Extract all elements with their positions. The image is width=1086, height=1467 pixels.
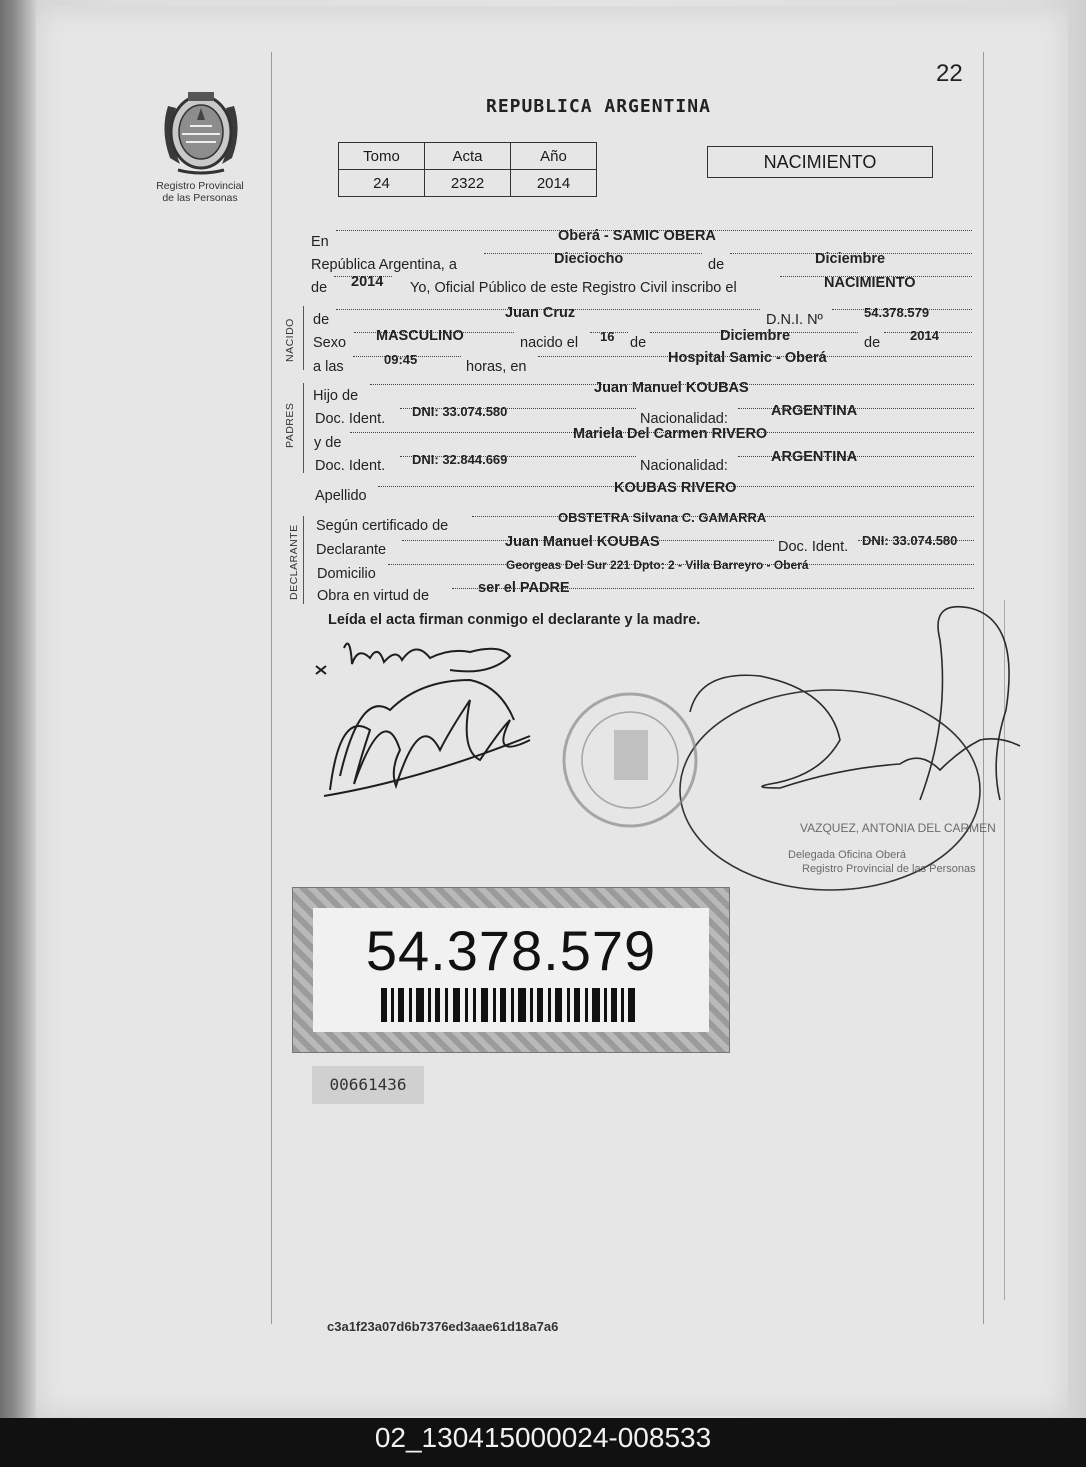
label-de-mid: de xyxy=(708,257,725,273)
label-horas-en: horas, en xyxy=(466,359,527,375)
header-acta: Acta xyxy=(425,143,511,170)
label-a-las: a las xyxy=(313,359,344,375)
label-obra: Obra en virtud de xyxy=(317,588,430,604)
stamp-official-name: VAZQUEZ, ANTONIA DEL CARMEN xyxy=(800,821,996,835)
label-nacionalidad-2: Nacionalidad: xyxy=(640,458,728,474)
label-y-de: y de xyxy=(314,435,342,451)
value-anio: 2014 xyxy=(351,274,384,290)
value-certificado: OBSTETRA Silvana C. GAMARRA xyxy=(558,510,767,525)
seal-caption-line1: Registro Provincial xyxy=(156,180,244,192)
value-acta: 2322 xyxy=(425,170,511,197)
act-type-box: NACIMIENTO xyxy=(707,146,933,178)
value-lugar: Oberá - SAMIC OBERA xyxy=(558,228,716,244)
side-divider xyxy=(303,516,304,604)
closing-statement: Leída el acta firman conmigo el declarante y la madre. xyxy=(328,612,701,628)
value-inscribo: NACIMIENTO xyxy=(824,275,916,291)
label-hijo-de: Hijo de xyxy=(313,388,359,404)
label-doc-ident-1: Doc. Ident. xyxy=(315,411,386,427)
label-en: En xyxy=(311,234,329,250)
value-dia-letras: Dieciocho xyxy=(554,251,624,267)
label-doc-ident-3: Doc. Ident. xyxy=(778,539,849,555)
side-divider xyxy=(303,383,304,473)
provincial-seal-icon xyxy=(156,86,246,176)
value-apellido: KOUBAS RIVERO xyxy=(614,480,737,496)
side-divider xyxy=(303,306,304,370)
label-de-name: de xyxy=(313,312,330,328)
control-number: 00661436 xyxy=(312,1066,424,1104)
label-de-start: de xyxy=(311,280,328,296)
dni-sticker xyxy=(292,887,730,1053)
left-margin-line xyxy=(271,52,272,1324)
value-nombre: Juan Cruz xyxy=(505,305,576,321)
value-padre: Juan Manuel KOUBAS xyxy=(594,380,749,396)
label-declarante: Declarante xyxy=(316,542,387,558)
dni-sticker-inner xyxy=(313,908,709,1032)
value-sexo: MASCULINO xyxy=(376,328,464,344)
label-sexo: Sexo xyxy=(313,335,347,351)
value-obra: ser el PADRE xyxy=(478,580,570,596)
value-madre-nac: ARGENTINA xyxy=(771,449,858,465)
tomo-acta-table xyxy=(338,142,597,197)
seal-caption xyxy=(140,180,260,204)
side-label-nacido: NACIDO xyxy=(284,318,296,362)
value-hora: 09:45 xyxy=(384,352,418,367)
side-label-declarante: DECLARANTE xyxy=(288,524,300,600)
value-anio: 2014 xyxy=(511,170,597,197)
value-madre-dni: DNI: 32.844.669 xyxy=(412,452,508,467)
document-hash: c3a1f23a07d6b7376ed3aae61d18a7a6 xyxy=(327,1319,559,1334)
stamp-official-line3: Registro Provincial de las Personas xyxy=(802,863,976,875)
value-dia-nac: 16 xyxy=(600,329,615,344)
dni-sticker-number: 54.378.579 xyxy=(365,919,657,982)
header-tomo: Tomo xyxy=(339,143,425,170)
document-title: REPUBLICA ARGENTINA xyxy=(486,96,711,117)
value-padre-nac: ARGENTINA xyxy=(771,403,858,419)
value-dni: 54.378.579 xyxy=(864,305,930,320)
value-anio-nac: 2014 xyxy=(910,328,939,343)
value-lugar-nac: Hospital Samic - Oberá xyxy=(668,350,827,366)
label-oficial: Yo, Oficial Público de este Registro Civil inscribo el xyxy=(410,280,737,296)
signatures-area xyxy=(300,600,1040,900)
label-apellido: Apellido xyxy=(315,488,367,504)
label-segun: Según certificado de xyxy=(316,518,449,534)
footer-id: 02_130415000024-008533 xyxy=(0,1418,1086,1467)
page-number: 22 xyxy=(936,60,963,87)
label-de-month: de xyxy=(864,335,881,351)
side-label-padres: PADRES xyxy=(284,402,296,448)
label-republica: República Argentina, a xyxy=(311,257,457,273)
label-domicilio: Domicilio xyxy=(317,566,376,582)
label-doc-ident-2: Doc. Ident. xyxy=(315,458,386,474)
value-declarante: Juan Manuel KOUBAS xyxy=(505,534,660,550)
value-padre-dni: DNI: 33.074.580 xyxy=(412,404,508,419)
label-nacionalidad-1: Nacionalidad: xyxy=(640,411,728,427)
value-mes-nac: Diciembre xyxy=(720,328,791,344)
value-tomo: 24 xyxy=(339,170,425,197)
label-de-day: de xyxy=(630,335,647,351)
value-domicilio: Georgeas Del Sur 221 Dpto: 2 - Villa Barreyro - Oberá xyxy=(506,558,809,572)
seal-caption-line2: de las Personas xyxy=(162,192,238,204)
label-dni: D.N.I. Nº xyxy=(766,312,823,328)
label-nacido-el: nacido el xyxy=(520,335,579,351)
value-mes: Diciembre xyxy=(815,251,886,267)
stamp-official-line2: Delegada Oficina Oberá xyxy=(788,849,907,861)
header-anio: Año xyxy=(511,143,597,170)
value-madre: Mariela Del Carmen RIVERO xyxy=(573,426,768,442)
value-declarante-dni: DNI: 33.074.580 xyxy=(862,533,958,548)
barcode-icon xyxy=(381,988,641,1022)
